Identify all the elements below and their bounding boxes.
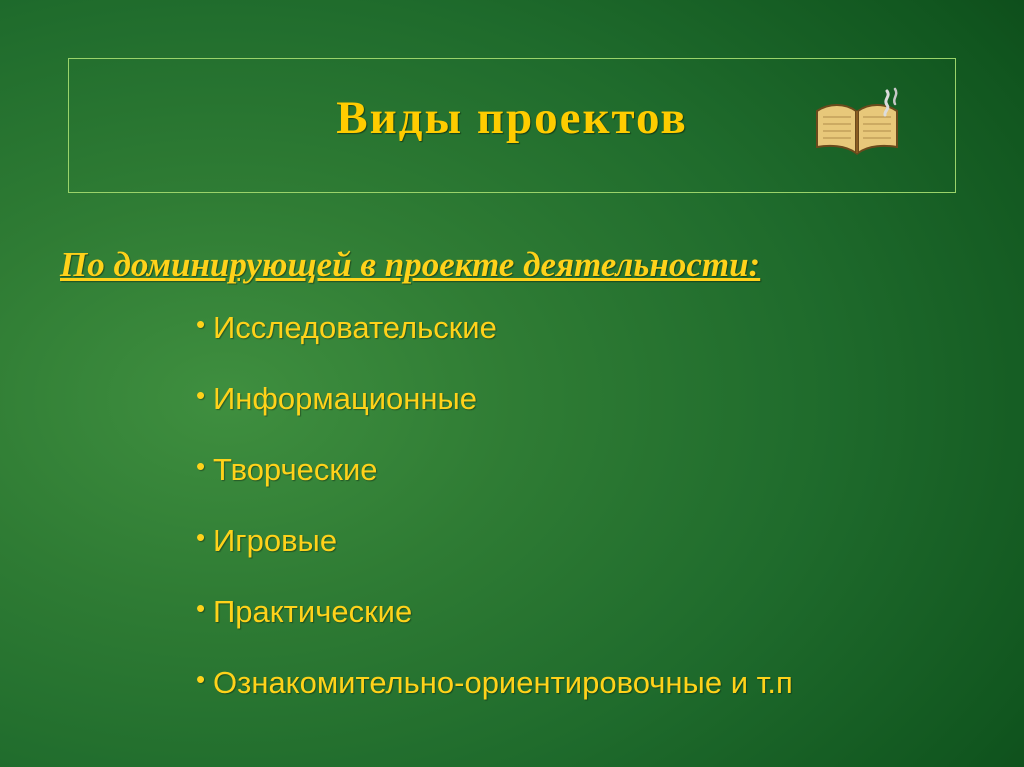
project-types-list: [196, 312, 996, 738]
page-title: Виды проектов: [336, 92, 688, 144]
list-item: • Исследовательские: [196, 312, 996, 343]
list-item: • Практические: [196, 596, 996, 627]
list-item: • Ознакомительно-ориентировочные и т.п: [196, 667, 996, 698]
section-subtitle: По доминирующей в проекте деятельности:: [60, 245, 761, 284]
list-item: • Информационные: [196, 383, 996, 414]
list-item: • Творческие: [196, 454, 996, 485]
title-frame: [68, 58, 956, 193]
list-item: • Игровые: [196, 525, 996, 556]
open-book-icon: [811, 87, 903, 169]
